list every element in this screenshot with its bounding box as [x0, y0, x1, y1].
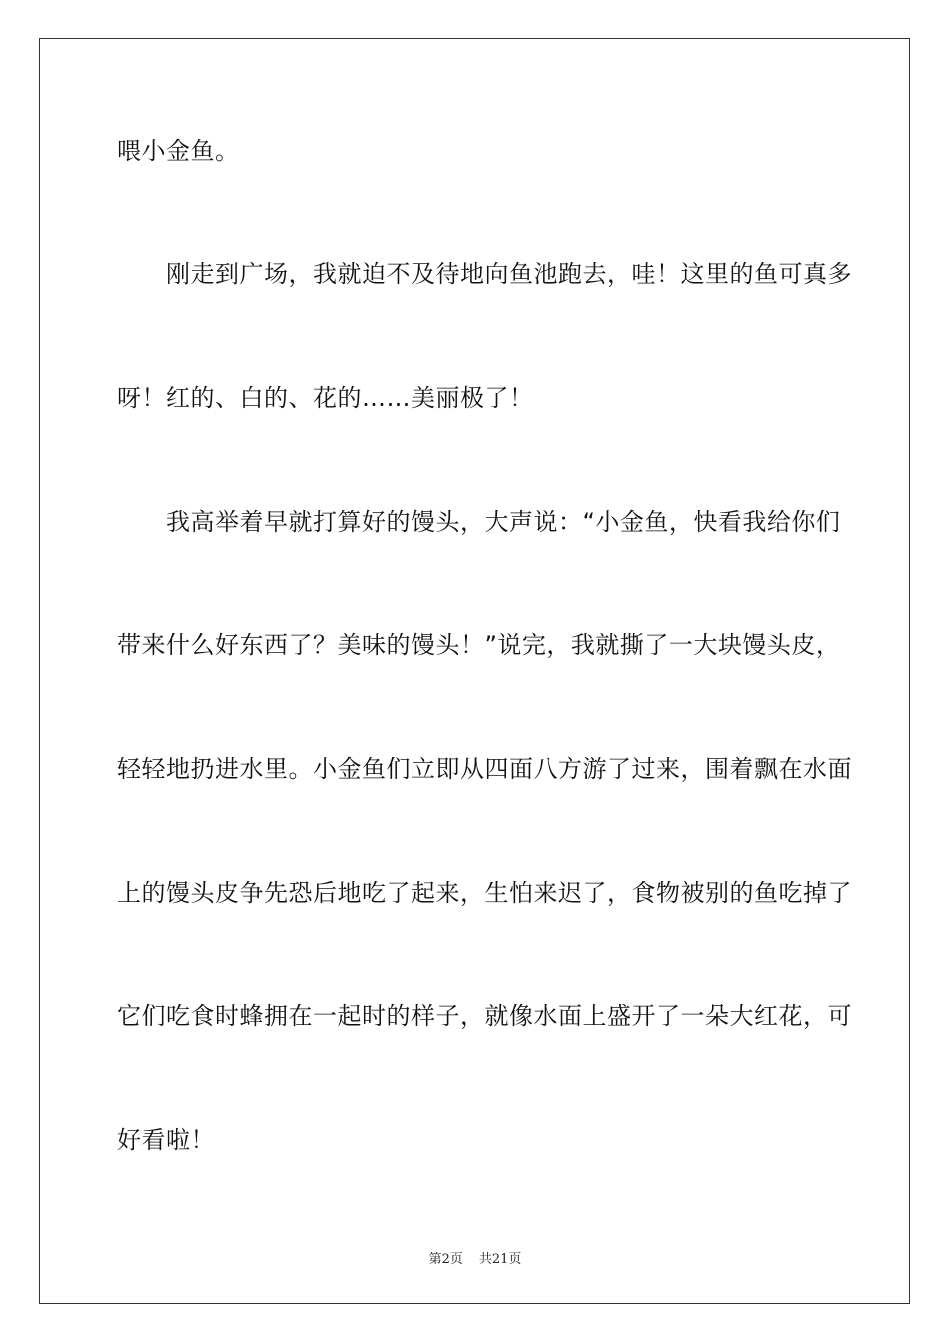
text-line-4: 我高举着早就打算好的馒头，大声说：“小金鱼，快看我给你们	[166, 508, 841, 536]
page-border	[39, 38, 910, 1304]
page-number: 第2页	[428, 1252, 463, 1267]
text-line-5: 带来什么好东西了？美味的馒头！”说完，我就撕了一大块馒头皮，	[117, 631, 841, 659]
text-line-8: 它们吃食时蜂拥在一起时的样子，就像水面上盛开了一朵大红花，可	[117, 1002, 852, 1030]
text-line-6: 轻轻地扔进水里。小金鱼们立即从四面八方游了过来，围着飘在水面	[117, 755, 852, 783]
text-line-9: 好看啦！	[117, 1126, 215, 1154]
text-line-7: 上的馒头皮争先恐后地吃了起来，生怕来迟了，食物被别的鱼吃掉了	[117, 879, 852, 907]
text-line-2: 刚走到广场，我就迫不及待地向鱼池跑去，哇！这里的鱼可真多	[166, 260, 852, 288]
page-footer	[0, 1248, 950, 1267]
page-total: 共21页	[478, 1252, 522, 1267]
text-line-3: 呀！红的、白的、花的……美丽极了！	[117, 384, 534, 412]
text-line-1: 喂小金鱼。	[117, 137, 240, 165]
